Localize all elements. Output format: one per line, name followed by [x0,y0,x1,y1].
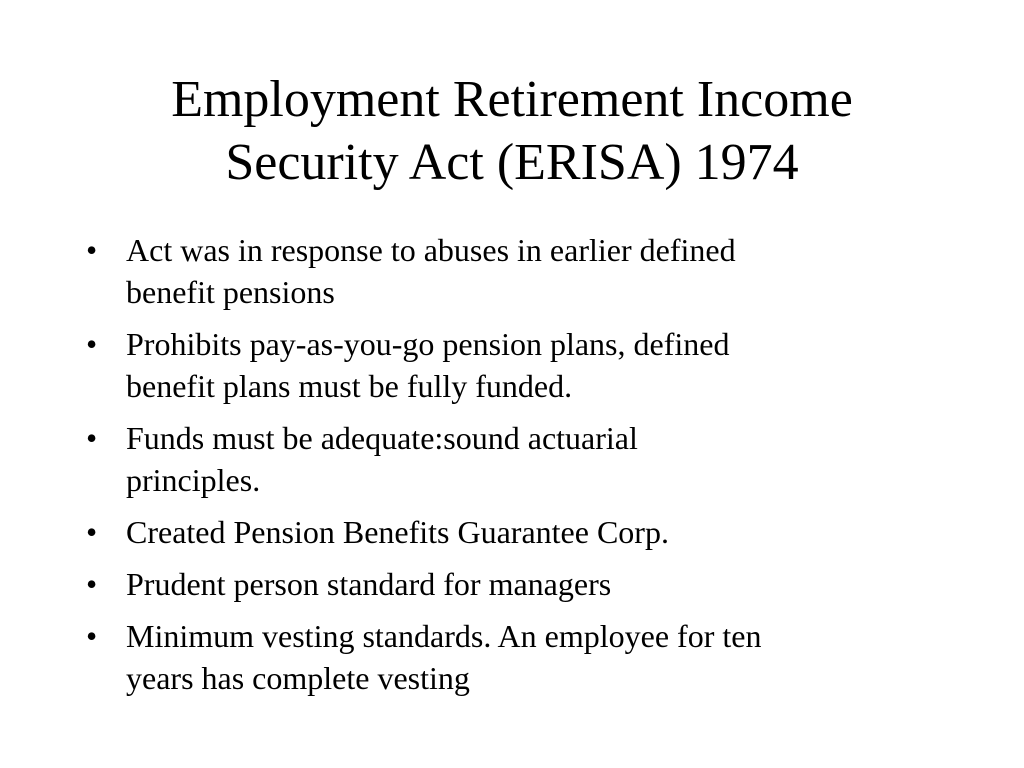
bullet-item [86,229,946,313]
bullet-line: Prohibits pay-as-you-go pension plans, defined [126,326,730,362]
slide-title-line: Security Act (ERISA) 1974 [225,134,799,191]
bullet-line: Prudent person standard for managers [126,566,612,602]
bullet-icon: • [86,232,98,268]
bullet-icon: • [86,420,98,456]
bullet-icon: • [86,326,98,362]
slide-title [60,68,964,194]
bullet-line: benefit plans must be fully funded. [126,368,573,404]
bullet-item [86,323,946,407]
bullet-item [86,615,946,699]
bullet-line: principles. [126,462,261,498]
bullet-line: Act was in response to abuses in earlier defined [126,232,736,268]
bullet-list [86,229,946,709]
slide-title-line: Employment Retirement Income [171,71,853,128]
bullet-line: Created Pension Benefits Guarantee Corp. [126,514,669,550]
bullet-icon: • [86,566,98,602]
bullet-line: years has complete vesting [126,660,470,696]
bullet-icon: • [86,618,98,654]
bullet-item [86,417,946,501]
bullet-line: benefit pensions [126,274,335,310]
bullet-icon: • [86,514,98,550]
bullet-item [86,511,946,553]
bullet-item [86,563,946,605]
bullet-line: Minimum vesting standards. An employee for ten [126,618,762,654]
bullet-line: Funds must be adequate:sound actuarial [126,420,638,456]
